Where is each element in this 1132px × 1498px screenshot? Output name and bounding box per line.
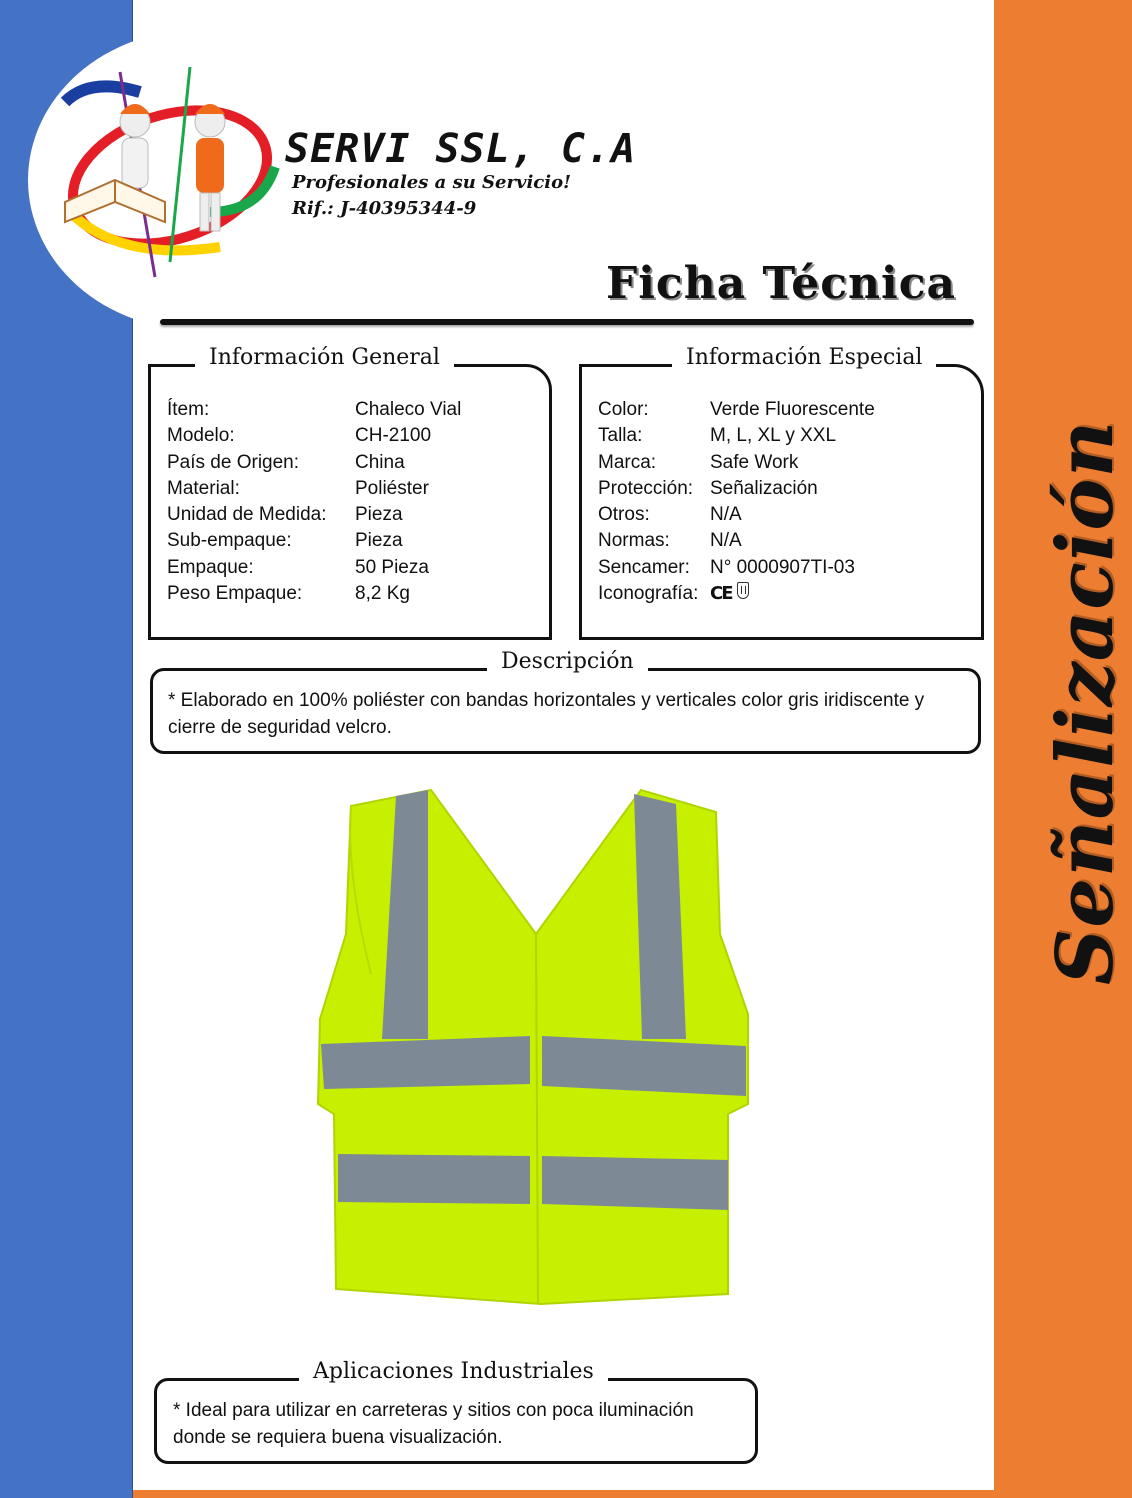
row-label: Otros: <box>598 504 650 526</box>
document-title: Ficha Técnica <box>605 258 956 309</box>
row-label: Modelo: <box>167 425 235 447</box>
row-label: Sencamer: <box>598 556 690 578</box>
description-line: cierre de seguridad velcro. <box>168 717 392 738</box>
list-item <box>167 555 461 581</box>
list-item <box>598 397 875 423</box>
row-label: Unidad de Medida: <box>167 504 327 526</box>
row-label: Color: <box>598 399 649 420</box>
row-label: Protección: <box>598 477 694 499</box>
list-item <box>167 502 461 528</box>
row-label: Talla: <box>598 425 643 447</box>
row-value: 8,2 Kg <box>355 583 410 605</box>
row-value: Señalización <box>710 477 818 499</box>
description-text <box>168 687 924 741</box>
company-tagline: Profesionales a su Servicio! <box>292 172 571 193</box>
iconography-icons <box>710 581 749 607</box>
description-line: * Elaborado en 100% poliéster con bandas horizontales y verticales color gris iridiscente y <box>168 690 925 711</box>
row-label: Peso Empaque: <box>167 583 303 605</box>
bottom-orange-band <box>133 1490 1132 1498</box>
category-vertical-label: Señalización <box>1040 419 1131 985</box>
applications-line: * Ideal para utilizar en carreteras y sitios con poca iluminación <box>173 1400 694 1421</box>
title-divider <box>160 319 974 325</box>
row-value: Pieza <box>355 504 403 526</box>
list-item <box>598 423 875 449</box>
row-value: M, L, XL y XXL <box>710 425 837 447</box>
safety-vest-image <box>316 784 754 1324</box>
row-value: N/A <box>710 530 742 552</box>
row-value: Poliéster <box>355 477 429 499</box>
company-rif: Rif.: J-40395344-9 <box>292 198 477 219</box>
list-item <box>598 476 875 502</box>
company-logo <box>60 62 290 282</box>
applications-line: donde se requiera buena visualización. <box>173 1427 503 1448</box>
applications-panel <box>154 1359 758 1464</box>
row-value: CH-2100 <box>355 425 432 447</box>
general-info-panel <box>148 345 552 640</box>
row-value: China <box>355 451 405 473</box>
standard-shield-icon <box>737 582 749 599</box>
list-item <box>167 423 461 449</box>
row-label: Iconografía: <box>598 583 699 605</box>
description-panel <box>150 649 981 754</box>
list-item <box>598 581 875 607</box>
row-label: País de Origen: <box>167 451 300 473</box>
list-item <box>167 450 461 476</box>
row-label: Ítem: <box>167 399 210 420</box>
row-value: Pieza <box>355 530 403 552</box>
list-item <box>598 528 875 554</box>
row-value: N/A <box>710 504 742 526</box>
ce-mark-icon: CE <box>710 583 732 605</box>
list-item <box>167 476 461 502</box>
general-info-heading: Información General <box>195 345 454 370</box>
row-value: 50 Pieza <box>355 556 429 578</box>
list-item <box>598 502 875 528</box>
row-label: Empaque: <box>167 556 254 578</box>
general-info-list <box>167 397 461 607</box>
list-item <box>598 450 875 476</box>
list-item <box>167 581 461 607</box>
row-value: Safe Work <box>710 451 799 473</box>
row-label: Marca: <box>598 451 657 473</box>
row-label: Sub-empaque: <box>167 530 292 552</box>
applications-heading: Aplicaciones Industriales <box>299 1359 608 1384</box>
row-value: Chaleco Vial <box>355 399 462 420</box>
list-item <box>598 555 875 581</box>
special-info-heading: Información Especial <box>672 345 936 370</box>
special-info-list <box>598 397 875 607</box>
list-item <box>167 397 461 423</box>
description-heading: Descripción <box>487 649 648 674</box>
list-item <box>167 528 461 554</box>
applications-text <box>173 1397 694 1451</box>
row-label: Material: <box>167 477 240 499</box>
special-info-panel <box>579 345 984 640</box>
row-label: Normas: <box>598 530 670 552</box>
row-value: N° 0000907TI-03 <box>710 556 855 578</box>
row-value: Verde Fluorescente <box>710 399 875 420</box>
company-name: SERVI SSL, C.A <box>285 126 637 172</box>
